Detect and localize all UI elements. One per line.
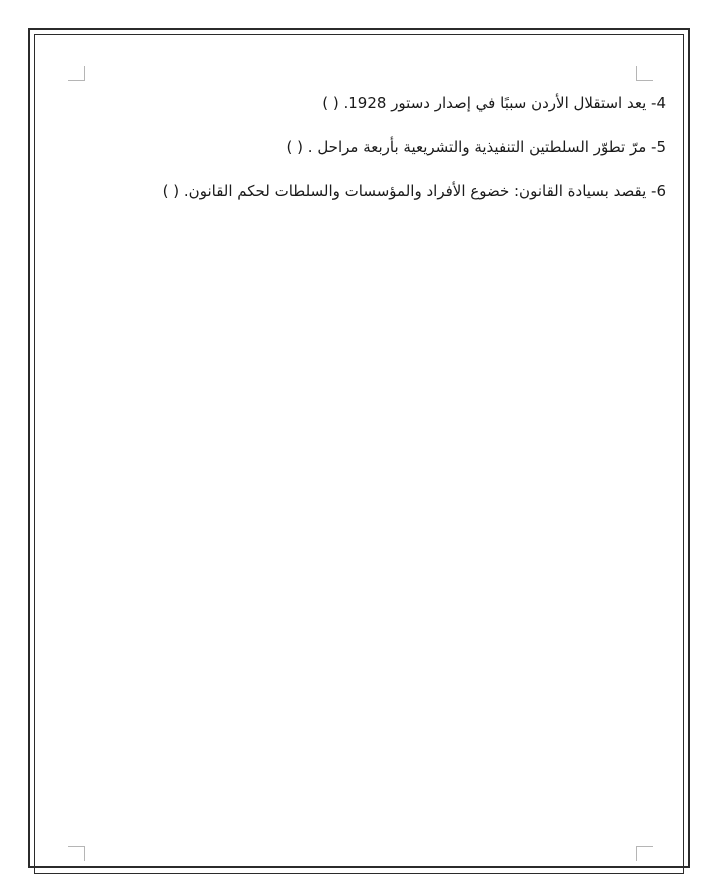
crop-mark-top-right xyxy=(636,66,653,81)
crop-mark-bottom-left xyxy=(68,846,85,861)
crop-mark-top-left xyxy=(68,66,85,81)
question-list xyxy=(76,86,666,218)
question-5: 5- مرّ تطوّر السلطتين التنفيذية والتشريعية بأربعة مراحل . ( ) xyxy=(286,138,666,156)
crop-mark-bottom-right xyxy=(636,846,653,861)
question-4: 4- يعد استقلال الأردن سببًا في إصدار دستور 1928. ( ) xyxy=(322,94,666,112)
question-6: 6- يقصد بسيادة القانون: خضوع الأفراد والمؤسسات والسلطات لحكم القانون. ( ) xyxy=(162,182,666,200)
